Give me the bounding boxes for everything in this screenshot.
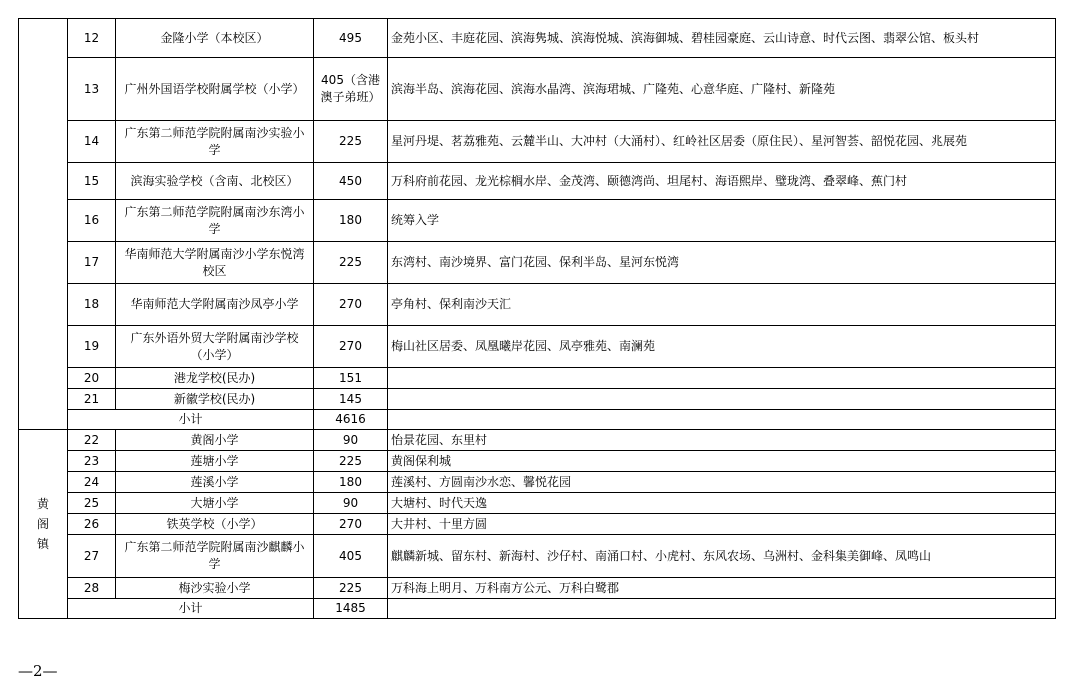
enrollment-count: 270 bbox=[314, 326, 388, 368]
row-number: 25 bbox=[68, 493, 116, 514]
school-name: 滨海实验学校（含南、北校区） bbox=[116, 163, 314, 200]
school-name: 广东第二师范学院附属南沙东湾小学 bbox=[116, 200, 314, 242]
town-name: 黄阁镇 bbox=[36, 497, 49, 551]
school-name: 梅沙实验小学 bbox=[116, 578, 314, 599]
catchment-areas: 麒麟新城、留东村、新海村、沙仔村、南涌口村、小虎村、东风农场、乌洲村、金科集美御峰、凤鸣山 bbox=[388, 535, 1056, 578]
enrollment-count: 225 bbox=[314, 451, 388, 472]
catchment-areas: 星河丹堤、茗荔雅苑、云麓半山、大冲村（大涌村）、红岭社区居委（原住民）、星河智荟、韶悦花园、兆展苑 bbox=[388, 121, 1056, 163]
school-name: 铁英学校（小学） bbox=[116, 514, 314, 535]
row-number: 20 bbox=[68, 368, 116, 389]
table-row bbox=[19, 389, 1056, 410]
catchment-areas: 万科府前花园、龙光棕榈水岸、金茂湾、颐德湾尚、坦尾村、海语熙岸、璧珑湾、叠翠峰、蕉门村 bbox=[388, 163, 1056, 200]
row-number: 14 bbox=[68, 121, 116, 163]
table-row bbox=[19, 19, 1056, 58]
page-number: —2— bbox=[18, 662, 58, 680]
subtotal-count: 1485 bbox=[314, 599, 388, 619]
catchment-areas: 万科海上明月、万科南方公元、万科白鹭郡 bbox=[388, 578, 1056, 599]
table-row bbox=[19, 121, 1056, 163]
subtotal-areas bbox=[388, 599, 1056, 619]
row-number: 27 bbox=[68, 535, 116, 578]
row-number: 24 bbox=[68, 472, 116, 493]
school-name: 金隆小学（本校区） bbox=[116, 19, 314, 58]
catchment-areas: 怡景花园、东里村 bbox=[388, 430, 1056, 451]
school-name: 广东第二师范学院附属南沙麒麟小学 bbox=[116, 535, 314, 578]
catchment-areas bbox=[388, 389, 1056, 410]
row-number: 19 bbox=[68, 326, 116, 368]
catchment-areas: 大井村、十里方圆 bbox=[388, 514, 1056, 535]
subtotal-label: 小计 bbox=[68, 599, 314, 619]
enrollment-count: 495 bbox=[314, 19, 388, 58]
school-name: 新徽学校(民办) bbox=[116, 389, 314, 410]
subtotal-row bbox=[19, 599, 1056, 619]
school-name: 莲塘小学 bbox=[116, 451, 314, 472]
catchment-areas: 统筹入学 bbox=[388, 200, 1056, 242]
school-name: 广东第二师范学院附属南沙实验小学 bbox=[116, 121, 314, 163]
table-row bbox=[19, 242, 1056, 284]
table-row bbox=[19, 163, 1056, 200]
row-number: 12 bbox=[68, 19, 116, 58]
school-name: 广东外语外贸大学附属南沙学校（小学） bbox=[116, 326, 314, 368]
town-cell bbox=[19, 430, 68, 619]
row-number: 18 bbox=[68, 284, 116, 326]
catchment-areas: 莲溪村、方圆南沙水恋、馨悦花园 bbox=[388, 472, 1056, 493]
row-number: 17 bbox=[68, 242, 116, 284]
school-name: 大塘小学 bbox=[116, 493, 314, 514]
school-name: 华南师范大学附属南沙小学东悦湾校区 bbox=[116, 242, 314, 284]
enrollment-count: 180 bbox=[314, 472, 388, 493]
catchment-areas: 大塘村、时代天逸 bbox=[388, 493, 1056, 514]
enrollment-count: 151 bbox=[314, 368, 388, 389]
enrollment-count: 405 bbox=[314, 535, 388, 578]
subtotal-areas bbox=[388, 410, 1056, 430]
enrollment-count: 270 bbox=[314, 284, 388, 326]
row-number: 22 bbox=[68, 430, 116, 451]
school-name: 黄阁小学 bbox=[116, 430, 314, 451]
school-name: 广州外国语学校附属学校（小学） bbox=[116, 58, 314, 121]
table-row bbox=[19, 578, 1056, 599]
enrollment-count: 225 bbox=[314, 578, 388, 599]
enrollment-count: 145 bbox=[314, 389, 388, 410]
enrollment-count: 90 bbox=[314, 493, 388, 514]
table-row bbox=[19, 535, 1056, 578]
catchment-areas: 金苑小区、丰庭花园、滨海隽城、滨海悦城、滨海御城、碧桂园豪庭、云山诗意、时代云图、翡翠公馆、板头村 bbox=[388, 19, 1056, 58]
subtotal-count: 4616 bbox=[314, 410, 388, 430]
table-row bbox=[19, 326, 1056, 368]
row-number: 28 bbox=[68, 578, 116, 599]
table-row bbox=[19, 472, 1056, 493]
row-number: 13 bbox=[68, 58, 116, 121]
row-number: 26 bbox=[68, 514, 116, 535]
catchment-areas: 梅山社区居委、凤凰曦岸花园、凤亭雅苑、南澜苑 bbox=[388, 326, 1056, 368]
enrollment-count: 90 bbox=[314, 430, 388, 451]
catchment-areas: 亭角村、保利南沙天汇 bbox=[388, 284, 1056, 326]
table-row bbox=[19, 430, 1056, 451]
table-row bbox=[19, 451, 1056, 472]
school-name: 华南师范大学附属南沙凤亭小学 bbox=[116, 284, 314, 326]
school-admission-table bbox=[18, 18, 1056, 619]
enrollment-count: 225 bbox=[314, 121, 388, 163]
catchment-areas: 黄阁保利城 bbox=[388, 451, 1056, 472]
table-row bbox=[19, 514, 1056, 535]
row-number: 16 bbox=[68, 200, 116, 242]
subtotal-label: 小计 bbox=[68, 410, 314, 430]
enrollment-count: 225 bbox=[314, 242, 388, 284]
table-row bbox=[19, 368, 1056, 389]
school-name: 莲溪小学 bbox=[116, 472, 314, 493]
enrollment-count: 405（含港澳子弟班） bbox=[314, 58, 388, 121]
enrollment-count: 180 bbox=[314, 200, 388, 242]
table-row bbox=[19, 58, 1056, 121]
table-row bbox=[19, 284, 1056, 326]
enrollment-count: 270 bbox=[314, 514, 388, 535]
subtotal-row bbox=[19, 410, 1056, 430]
catchment-areas bbox=[388, 368, 1056, 389]
catchment-areas: 东湾村、南沙境界、富门花园、保利半岛、星河东悦湾 bbox=[388, 242, 1056, 284]
town-cell bbox=[19, 19, 68, 430]
row-number: 23 bbox=[68, 451, 116, 472]
table-row bbox=[19, 493, 1056, 514]
enrollment-count: 450 bbox=[314, 163, 388, 200]
catchment-areas: 滨海半岛、滨海花园、滨海水晶湾、滨海珺城、广隆苑、心意华庭、广隆村、新隆苑 bbox=[388, 58, 1056, 121]
table-row bbox=[19, 200, 1056, 242]
school-name: 港龙学校(民办) bbox=[116, 368, 314, 389]
row-number: 21 bbox=[68, 389, 116, 410]
row-number: 15 bbox=[68, 163, 116, 200]
